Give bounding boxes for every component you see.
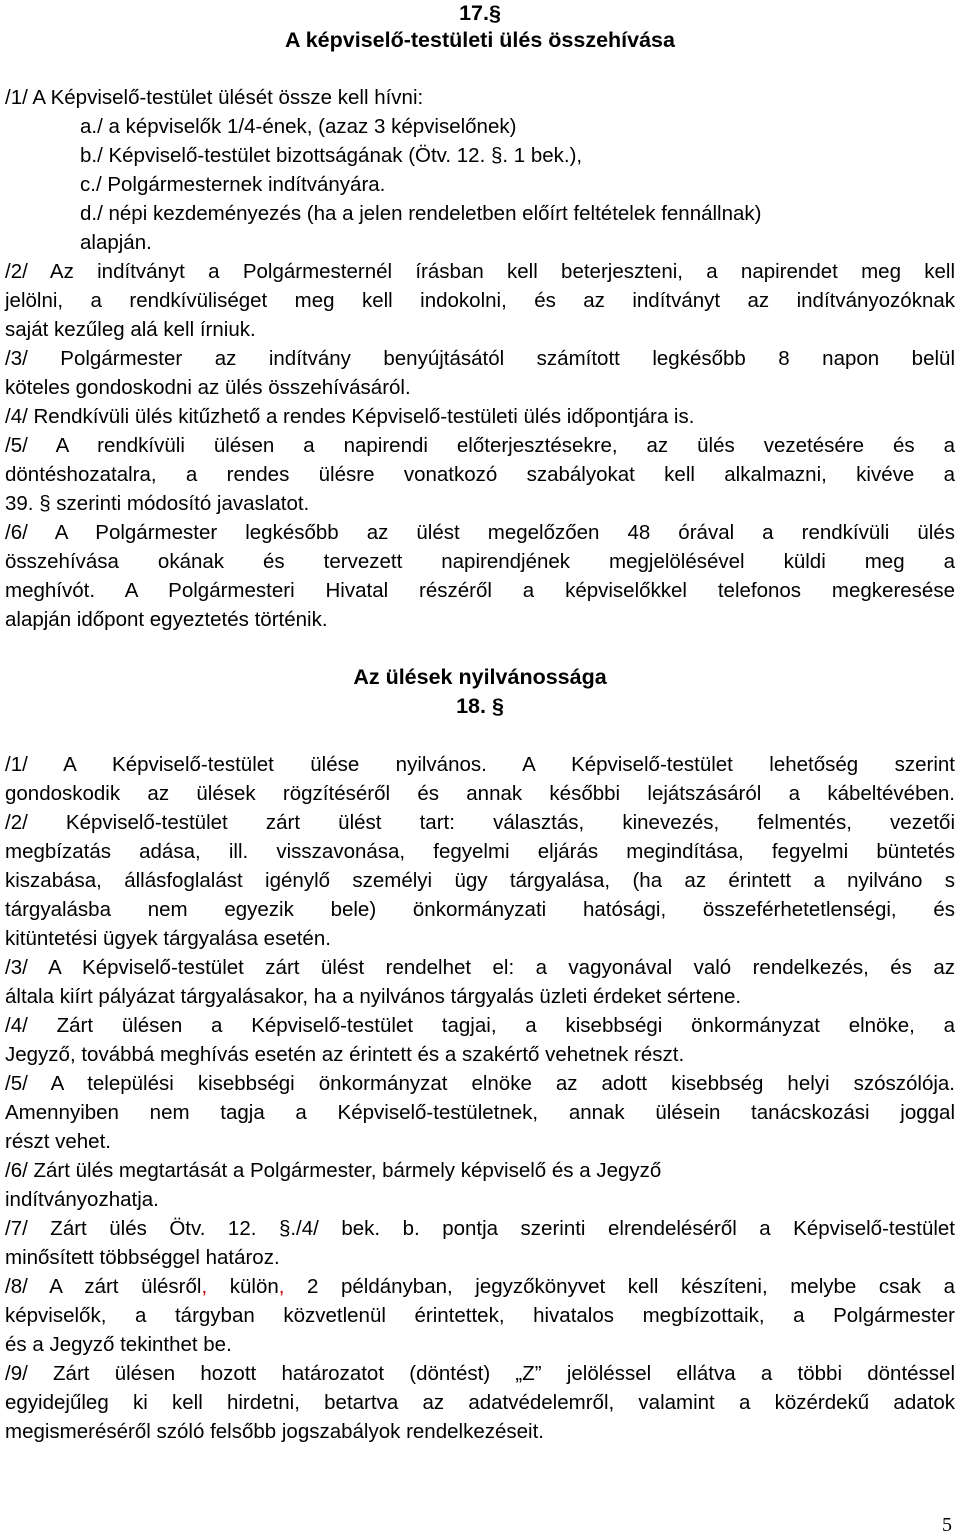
s18-line-19-part-c: 2 példányban, jegyzőkönyvet kell készíteni, melybe csak a: [284, 1275, 955, 1298]
s18-line-19-part-b: külön: [207, 1275, 279, 1298]
s18-line-17: /7/ Zárt ülés Ötv. 12. §./4/ bek. b. pontja szerinti elrendeléséről a Képviselő-testület: [5, 1217, 955, 1240]
s18-line-5: kiszabása, állásfoglalást igénylő személyi ügy tárgyalása, (ha az érintett a nyilváno s: [5, 869, 955, 892]
s18-line-8: /3/ A Képviselő-testület zárt ülést rendelhet el: a vagyonával való rendelkezés, és az: [5, 956, 955, 979]
s17-line-13: /5/ A rendkívüli ülésen a napirendi előterjesztésekre, az ülés vezetésére és a: [5, 434, 955, 457]
s18-line-3: /2/ Képviselő-testület zárt ülést tart: választás, kinevezés, felmentés, vezetői: [5, 811, 955, 834]
section-18-number: 18. §: [456, 694, 504, 718]
s17-line-16: /6/ A Polgármester legkésőbb az ülést megelőzően 48 órával a rendkívüli ülés: [5, 521, 955, 544]
s17-line-11: köteles gondoskodni az ülés összehívásáról.: [5, 376, 411, 399]
s17-line-10: /3/ Polgármester az indítvány benyújtásától számított legkésőbb 8 napon belül: [5, 347, 955, 370]
s18-line-4: megbízatás adása, ill. visszavonása, fegyelmi eljárás megindítása, fegyelmi büntetés: [5, 840, 955, 863]
s18-line-1: /1/ A Képviselő-testület ülése nyilvános. A Képviselő-testület lehetőség szerint: [5, 753, 955, 776]
s18-line-23: egyidejűleg ki kell hirdetni, betartva az adatvédelemről, valamint a közérdekű adatok: [5, 1391, 955, 1414]
s17-line-17: összehívása okának és tervezett napirendjének megjelölésével küldi meg a: [5, 550, 955, 573]
s17-line-4: c./ Polgármesternek indítványára.: [80, 173, 386, 196]
s18-line-2: gondoskodik az ülések rögzítéséről és annak későbbi lejátszásáról a kábeltévében.: [5, 782, 955, 805]
s18-line-18: minősített többséggel határoz.: [5, 1246, 280, 1269]
s17-line-7: /2/ Az indítványt a Polgármesternél írásban kell beterjeszteni, a napirendet meg kell: [5, 260, 955, 283]
s17-line-8: jelölni, a rendkívüliséget meg kell indokolni, és az indítványt az indítványozóknak: [5, 289, 955, 312]
s17-line-18: meghívót. A Polgármesteri Hivatal részéről a képviselőkkel telefonos megkeresése: [5, 579, 955, 602]
s18-line-10: /4/ Zárt ülésen a Képviselő-testület tagjai, a kisebbségi önkormányzat elnöke, a: [5, 1014, 955, 1037]
s18-line-14: részt vehet.: [5, 1130, 111, 1153]
page-number: 5: [942, 1514, 952, 1536]
s17-line-15: 39. § szerinti módosító javaslatot.: [5, 492, 310, 515]
s18-line-6: tárgyalásba nem egyezik bele) önkormányzati hatósági, összeférhetetlenségi, és: [5, 898, 955, 921]
s17-line-3: b./ Képviselő-testület bizottságának (Ötv. 12. §. 1 bek.),: [80, 144, 583, 167]
s18-line-12: /5/ A települési kisebbségi önkormányzat elnöke az adott kisebbség helyi szószólója.: [5, 1072, 955, 1095]
s17-line-6: alapján.: [80, 231, 152, 254]
s18-line-13: Amennyiben nem tagja a Képviselő-testületnek, annak ülésein tanácskozási joggal: [5, 1101, 955, 1124]
s18-line-11: Jegyző, továbbá meghívás esetén az érintett és a szakértő vehetnek részt.: [5, 1043, 685, 1066]
highlighted-comma: ,: [278, 1275, 285, 1298]
s18-line-7: kitüntetési ügyek tárgyalása esetén.: [5, 927, 331, 950]
s17-line-12: /4/ Rendkívüli ülés kitűzhető a rendes Képviselő-testületi ülés időpontjára is.: [5, 405, 695, 428]
s17-line-19: alapján időpont egyeztetés történik.: [5, 608, 328, 631]
s18-line-16: indítványozhatja.: [5, 1188, 159, 1211]
section-17-title: A képviselő-testületi ülés összehívása: [285, 28, 675, 52]
s17-line-2: a./ a képviselők 1/4-ének, (azaz 3 képviselőnek): [80, 115, 517, 138]
s18-line-15: /6/ Zárt ülés megtartását a Polgármester, bármely képviselő és a Jegyző: [5, 1159, 662, 1182]
s18-line-20: képviselők, a tárgyban közvetlenül érintettek, hivatalos megbízottaik, a Polgármester: [5, 1304, 955, 1327]
s17-line-14: döntéshozatalra, a rendes ülésre vonatkozó szabályokat kell alkalmazni, kivéve a: [5, 463, 955, 486]
highlighted-comma: ,: [201, 1275, 208, 1298]
s17-line-1: /1/ A Képviselő-testület ülését össze kell hívni:: [5, 86, 424, 109]
s18-line-19-part-a: /8/ A zárt ülésről: [5, 1275, 202, 1298]
s17-line-9: saját kezűleg alá kell írniuk.: [5, 318, 256, 341]
section-17-number: 17.§: [459, 1, 501, 25]
s18-line-22: /9/ Zárt ülésen hozott határozatot (döntést) „Z” jelöléssel ellátva a többi döntéssel: [5, 1362, 955, 1385]
s18-line-19: [5, 1274, 955, 1300]
s17-line-5: d./ népi kezdeményezés (ha a jelen rendeletben előírt feltételek fennállnak): [80, 202, 762, 225]
s18-line-9: általa kiírt pályázat tárgyalásakor, ha a nyilvános tárgyalás üzleti érdeket sértene.: [5, 985, 742, 1008]
s18-line-24: megismeréséről szóló felsőbb jogszabályok rendelkezéseit.: [5, 1420, 544, 1443]
s18-line-21: és a Jegyző tekinthet be.: [5, 1333, 232, 1356]
section-18-title: Az ülések nyilvánossága: [353, 665, 607, 689]
